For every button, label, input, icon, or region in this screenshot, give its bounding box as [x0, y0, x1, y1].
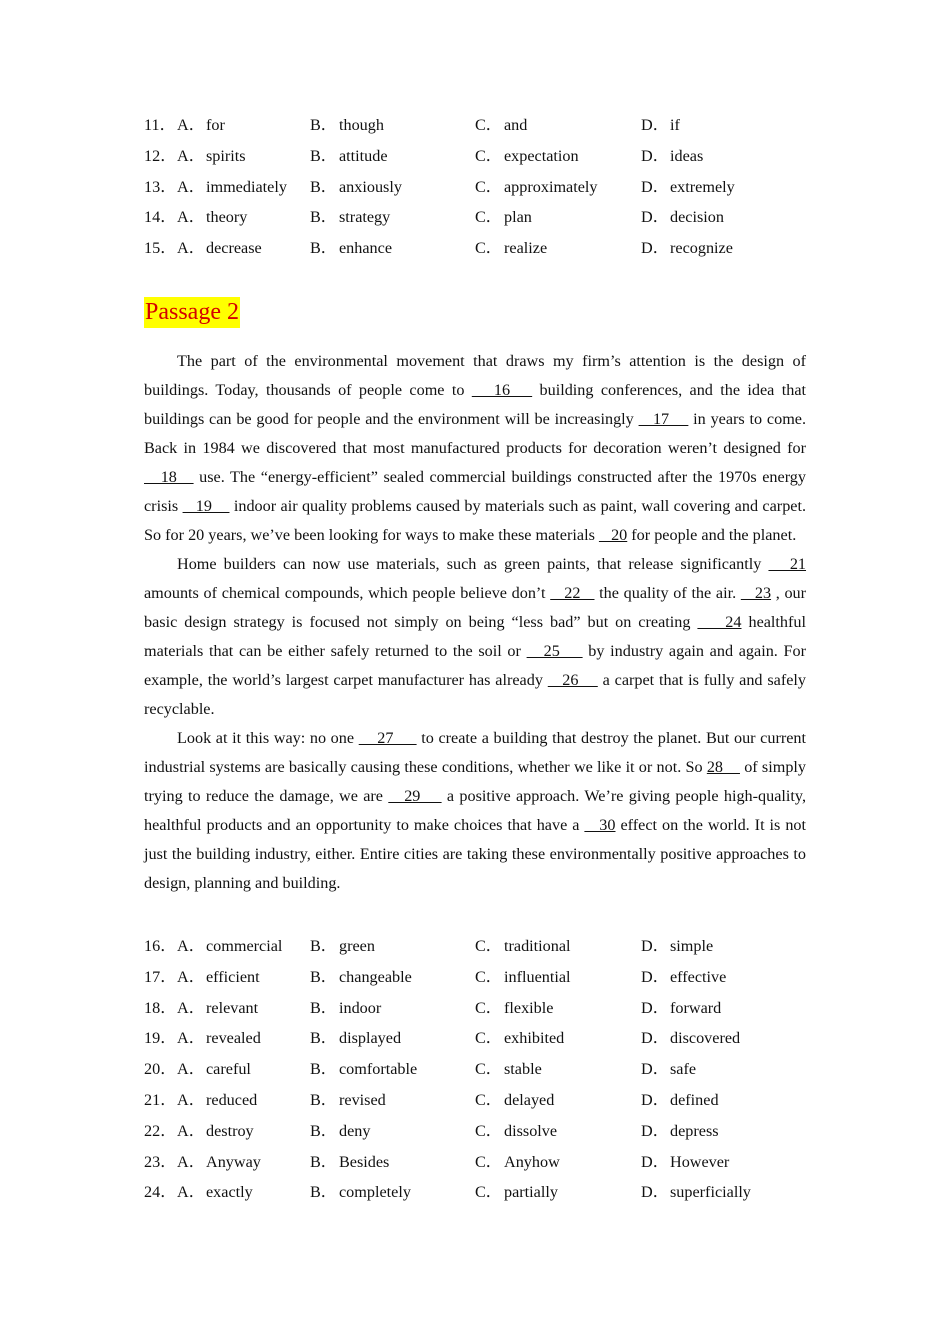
option-a — [144, 110, 225, 141]
option-c — [475, 202, 532, 233]
passage-heading: Passage 2 — [144, 297, 240, 328]
option-a — [144, 172, 287, 203]
option-text: However — [670, 1152, 730, 1171]
option-letter: C． — [475, 146, 502, 165]
option-text: indoor — [339, 998, 382, 1017]
option-letter: D． — [641, 998, 669, 1017]
option-c — [475, 1023, 564, 1054]
option-text: extremely — [670, 177, 735, 196]
option-letter: C． — [475, 1183, 502, 1202]
option-letter: B． — [310, 1152, 337, 1171]
option-letter: B． — [310, 1060, 337, 1079]
text-segment: healthful materials that can be either safely returned to the soil or — [144, 613, 807, 660]
option-letter: B． — [310, 1183, 337, 1202]
option-c — [475, 233, 547, 264]
question-row — [144, 1116, 806, 1147]
option-letter: D． — [641, 937, 669, 955]
option-letter: C． — [475, 1060, 502, 1079]
answer-blank: 22 — [550, 584, 595, 602]
option-letter: A． — [177, 1029, 205, 1048]
option-text: simple — [670, 937, 714, 955]
option-d — [641, 1147, 729, 1178]
option-text: plan — [504, 208, 532, 227]
option-a — [144, 1147, 261, 1178]
option-b — [310, 931, 375, 962]
question-number: 20． — [144, 1060, 177, 1079]
text-segment: use. The “energy-efficient” sealed commercial buildings constructed after the 1970s energy crisis — [144, 468, 806, 515]
option-letter: B． — [310, 208, 337, 227]
option-text: strategy — [339, 208, 391, 227]
option-letter: B． — [310, 239, 337, 258]
question-row — [144, 1085, 806, 1116]
option-d — [641, 110, 680, 141]
option-a — [144, 962, 260, 993]
text-segment: , our basic design strategy is focused not simply on being “less bad” but on creating — [144, 584, 807, 631]
paragraph — [144, 347, 806, 550]
option-text: exhibited — [504, 1029, 565, 1048]
answer-blank: 20 — [598, 526, 628, 544]
option-b — [310, 1147, 389, 1178]
option-d — [641, 1085, 719, 1116]
option-b — [310, 1023, 401, 1054]
option-text: displayed — [339, 1029, 402, 1048]
option-letter: A． — [177, 937, 205, 955]
question-number: 18． — [144, 998, 177, 1017]
text-segment: the quality of the air. — [594, 584, 741, 602]
option-d — [641, 1116, 719, 1147]
option-text: attitude — [339, 146, 388, 165]
option-letter: D． — [641, 1060, 669, 1079]
option-letter: A． — [177, 146, 205, 165]
text-segment: a positive approach. We’re giving people high-quality, healthful products and an opportunity to make choices that have a — [144, 787, 806, 834]
option-text: safe — [670, 1060, 697, 1079]
option-letter: A． — [177, 1121, 205, 1140]
option-b — [310, 202, 390, 233]
option-b — [310, 110, 384, 141]
option-letter: D． — [641, 239, 669, 258]
question-number: 16． — [144, 937, 177, 955]
option-b — [310, 1054, 417, 1085]
option-letter: A． — [177, 1090, 205, 1109]
option-letter: C． — [475, 1121, 502, 1140]
option-text: comfortable — [339, 1060, 418, 1079]
option-text: defined — [670, 1090, 719, 1109]
answer-blank: 19 — [182, 497, 230, 515]
answer-blank: 24 — [697, 613, 742, 631]
option-d — [641, 1054, 696, 1085]
option-text: expectation — [504, 146, 579, 165]
option-c — [475, 110, 527, 141]
option-letter: C． — [475, 116, 502, 134]
option-text: flexible — [504, 998, 554, 1017]
option-text: forward — [670, 998, 722, 1017]
option-letter: D． — [641, 1121, 669, 1140]
option-a — [144, 931, 282, 962]
option-text: immediately — [206, 177, 287, 196]
option-b — [310, 993, 381, 1024]
question-number: 11． — [144, 116, 176, 134]
passage-text — [144, 347, 806, 898]
question-number: 22． — [144, 1121, 177, 1140]
option-b — [310, 1085, 386, 1116]
option-text: efficient — [206, 967, 260, 986]
option-d — [641, 993, 721, 1024]
option-b — [310, 1177, 411, 1208]
answer-blank: 21 — [768, 555, 807, 573]
option-text: though — [339, 116, 384, 134]
options-list-11-15 — [144, 110, 806, 264]
option-letter: D． — [641, 208, 669, 227]
option-text: revised — [339, 1090, 386, 1109]
option-c — [475, 931, 571, 962]
option-letter: D． — [641, 1090, 669, 1109]
answer-blank: 25 — [526, 642, 583, 660]
text-segment: amounts of chemical compounds, which people believe don’t — [144, 584, 551, 602]
option-text: enhance — [339, 239, 393, 258]
option-text: Anyhow — [504, 1152, 560, 1171]
answer-blank: 30 — [584, 816, 616, 834]
question-number: 14． — [144, 208, 177, 227]
answer-blank: 16 — [471, 381, 533, 399]
option-text: revealed — [206, 1029, 261, 1048]
option-text: for — [206, 116, 225, 134]
question-number: 13． — [144, 177, 177, 196]
question-row — [144, 233, 806, 264]
option-letter: A． — [177, 177, 205, 196]
option-a — [144, 141, 246, 172]
option-text: ideas — [670, 146, 704, 165]
option-text: deny — [339, 1121, 371, 1140]
option-text: traditional — [504, 937, 571, 955]
option-letter: B． — [310, 1121, 337, 1140]
option-letter: A． — [177, 1152, 205, 1171]
option-c — [475, 962, 571, 993]
option-d — [641, 202, 724, 233]
option-text: changeable — [339, 967, 412, 986]
question-row — [144, 202, 806, 233]
option-a — [144, 1054, 251, 1085]
option-letter: A． — [177, 967, 205, 986]
option-letter: C． — [475, 1152, 502, 1171]
option-letter: D． — [641, 967, 669, 986]
option-text: recognize — [670, 239, 733, 258]
option-a — [144, 202, 247, 233]
option-letter: D． — [641, 177, 669, 196]
question-number: 21． — [144, 1090, 177, 1109]
option-letter: C． — [475, 967, 502, 986]
question-number: 19． — [144, 1029, 177, 1048]
option-c — [475, 1085, 554, 1116]
text-segment: building conferences, and the idea that buildings can be good for people and the environment will be increasingly — [144, 381, 806, 428]
option-text: and — [504, 116, 528, 134]
option-text: reduced — [206, 1090, 258, 1109]
option-letter: A． — [177, 998, 205, 1017]
option-d — [641, 1177, 751, 1208]
option-letter: C． — [475, 937, 502, 955]
option-c — [475, 1177, 558, 1208]
paragraph — [144, 724, 806, 898]
question-row — [144, 141, 806, 172]
option-text: careful — [206, 1060, 251, 1079]
option-d — [641, 172, 735, 203]
answer-blank: 17 — [638, 410, 689, 428]
option-b — [310, 172, 402, 203]
text-segment: by industry again and again. For example, the world’s largest carpet manufacturer has already — [144, 642, 807, 689]
option-letter: B． — [310, 998, 337, 1017]
text-segment: to create a building that destroy the planet. But our current industrial systems are basically causing these conditions, whether we like it or not. So — [144, 729, 807, 776]
question-row — [144, 962, 806, 993]
option-text: completely — [339, 1183, 411, 1202]
option-letter: B． — [310, 1029, 337, 1048]
question-number: 23． — [144, 1152, 177, 1171]
option-letter: A． — [177, 239, 205, 258]
question-row — [144, 1054, 806, 1085]
question-row — [144, 110, 806, 141]
option-text: commercial — [206, 937, 283, 955]
option-letter: B． — [310, 1090, 337, 1109]
option-letter: C． — [475, 177, 502, 196]
question-number: 15． — [144, 239, 177, 258]
option-b — [310, 1116, 370, 1147]
option-letter: D． — [641, 146, 669, 165]
option-text: effective — [670, 967, 727, 986]
option-letter: B． — [310, 967, 337, 986]
option-letter: A． — [177, 1060, 205, 1079]
option-a — [144, 1116, 254, 1147]
option-letter: C． — [475, 998, 502, 1017]
text-segment: of simply trying to reduce the damage, we are — [144, 758, 807, 805]
answer-blank: 28 — [706, 758, 740, 776]
option-letter: C． — [475, 1029, 502, 1048]
option-d — [641, 141, 703, 172]
text-segment: The part of the environmental movement that draws my firm’s attention is the design of buildings. Today, thousands of people come to — [144, 352, 806, 399]
option-b — [310, 141, 388, 172]
question-row — [144, 993, 806, 1024]
option-a — [144, 1085, 257, 1116]
option-letter: C． — [475, 239, 502, 258]
option-text: delayed — [504, 1090, 555, 1109]
option-text: Besides — [339, 1152, 390, 1171]
option-a — [144, 233, 262, 264]
option-letter: D． — [641, 1152, 669, 1171]
question-row — [144, 1177, 806, 1208]
option-c — [475, 993, 553, 1024]
answer-blank: 29 — [388, 787, 442, 805]
option-c — [475, 1147, 560, 1178]
option-d — [641, 962, 726, 993]
answer-blank: 27 — [358, 729, 417, 747]
text-segment: indoor air quality problems caused by materials such as paint, wall covering and carpet. So for 20 years, we’ve been looking for ways to make these materials — [144, 497, 807, 544]
answer-blank: 26 — [547, 671, 598, 689]
option-text: decrease — [206, 239, 262, 258]
option-text: stable — [504, 1060, 542, 1079]
option-letter: D． — [641, 116, 669, 134]
option-text: partially — [504, 1183, 558, 1202]
option-b — [310, 962, 412, 993]
option-letter: B． — [310, 937, 337, 955]
question-number: 24． — [144, 1183, 177, 1202]
option-text: exactly — [206, 1183, 253, 1202]
option-text: decision — [670, 208, 724, 227]
option-d — [641, 931, 713, 962]
option-letter: A． — [177, 116, 205, 134]
option-letter: B． — [310, 177, 337, 196]
option-text: if — [670, 116, 680, 134]
text-segment: Look at it this way: no one — [177, 729, 359, 747]
option-text: influential — [504, 967, 571, 986]
option-d — [641, 233, 733, 264]
question-row — [144, 1147, 806, 1178]
option-letter: A． — [177, 1183, 205, 1202]
text-segment: for people and the planet. — [627, 526, 797, 544]
option-text: discovered — [670, 1029, 741, 1048]
option-text: theory — [206, 208, 248, 227]
option-c — [475, 141, 579, 172]
option-text: approximately — [504, 177, 598, 196]
question-number: 17． — [144, 967, 177, 986]
option-letter: B． — [310, 146, 337, 165]
option-text: realize — [504, 239, 548, 258]
option-a — [144, 1177, 253, 1208]
option-text: anxiously — [339, 177, 402, 196]
text-segment: effect on the world. It is not just the building industry, either. Entire cities are taking these environmentally positive approaches to design, planning and building. — [144, 816, 807, 892]
option-b — [310, 233, 392, 264]
option-text: relevant — [206, 998, 259, 1017]
text-segment: Home builders can now use materials, such as green paints, that release significantly — [177, 555, 769, 573]
option-c — [475, 1116, 557, 1147]
option-letter: D． — [641, 1029, 669, 1048]
option-text: superficially — [670, 1183, 751, 1202]
answer-blank: 18 — [144, 468, 194, 486]
text-segment: a carpet that is fully and safely recyclable. — [144, 671, 806, 718]
option-text: depress — [670, 1121, 719, 1140]
option-a — [144, 993, 258, 1024]
option-letter: C． — [475, 208, 502, 227]
question-number: 12． — [144, 146, 177, 165]
question-row — [144, 1023, 806, 1054]
option-letter: D． — [641, 1183, 669, 1202]
option-letter: C． — [475, 1090, 502, 1109]
option-d — [641, 1023, 740, 1054]
option-a — [144, 1023, 261, 1054]
option-c — [475, 1054, 542, 1085]
option-letter: B． — [310, 116, 337, 134]
option-text: Anyway — [206, 1152, 261, 1171]
option-text: green — [339, 937, 375, 955]
question-row — [144, 172, 806, 203]
answer-blank: 23 — [740, 584, 772, 602]
option-text: dissolve — [504, 1121, 558, 1140]
text-segment: in years to come. Back in 1984 we discovered that most manufactured products for decoration weren’t designed for — [144, 410, 807, 457]
option-text: spirits — [206, 146, 246, 165]
question-row — [144, 931, 806, 962]
option-letter: A． — [177, 208, 205, 227]
options-list-16-24 — [144, 931, 806, 1208]
paragraph — [144, 550, 806, 724]
option-text: destroy — [206, 1121, 254, 1140]
option-c — [475, 172, 598, 203]
